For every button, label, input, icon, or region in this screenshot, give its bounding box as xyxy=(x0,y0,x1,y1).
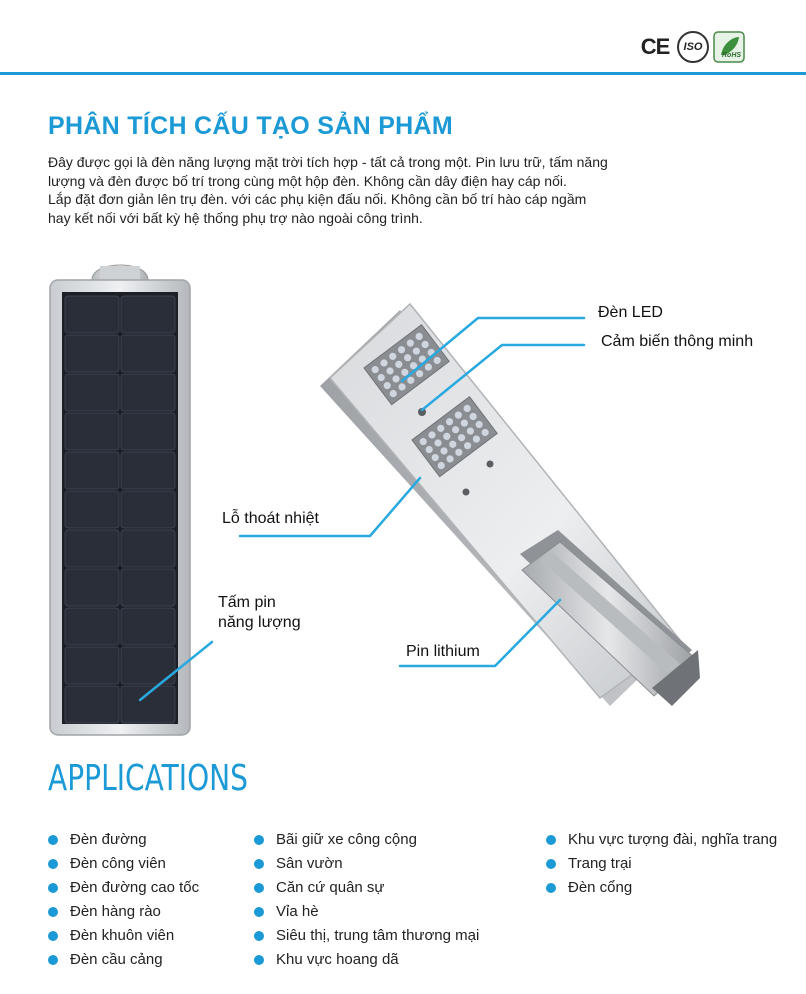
rohs-mark-icon: RoHS xyxy=(712,30,746,64)
applications-column-1 xyxy=(48,828,199,972)
callout-heat-vent: Lỗ thoát nhiệt xyxy=(222,510,319,527)
intro-paragraph-2: Lắp đặt đơn giản lên trụ đèn. với các phụ kiện đấu nối. Không cần bố trí hào cáp ngầm hay kết nối với bất kỳ hệ thống phụ trợ nào ngoài công trình. xyxy=(48,191,587,226)
applications-column-3 xyxy=(546,828,777,900)
solar-panel-illustration xyxy=(40,250,200,740)
application-item: Căn cứ quân sự xyxy=(254,876,479,900)
callout-solar-panel-line2: năng lượng xyxy=(218,614,301,631)
intro-paragraph-1: Đây được gọi là đèn năng lượng mặt trời tích hợp - tất cả trong một. Pin lưu trữ, tấm năng lượng và đèn được bố trí trong cùng một hộp đèn. Không cần dây điện hay cáp nối. xyxy=(48,154,608,189)
section-title: PHÂN TÍCH CẤU TẠO SẢN PHẨM xyxy=(48,112,454,140)
application-item: Vỉa hè xyxy=(254,900,479,924)
header-divider xyxy=(0,72,806,75)
application-item: Siêu thị, trung tâm thương mại xyxy=(254,924,479,948)
application-item: Đèn khuôn viên xyxy=(48,924,199,948)
lamp-housing-illustration xyxy=(300,298,700,718)
application-item: Sân vườn xyxy=(254,852,479,876)
application-item: Đèn cổng xyxy=(546,876,777,900)
application-item: Bãi giữ xe công cộng xyxy=(254,828,479,852)
callout-battery: Pin lithium xyxy=(406,643,480,660)
applications-title: APPLICATIONS xyxy=(48,758,249,799)
ce-mark-icon: CE xyxy=(640,34,670,59)
application-item: Trang trại xyxy=(546,852,777,876)
application-item: Đèn đường xyxy=(48,828,199,852)
callout-solar-panel-line1: Tấm pin xyxy=(218,594,276,611)
iso-mark-icon: ISO xyxy=(676,30,710,64)
application-item: Đèn đường cao tốc xyxy=(48,876,199,900)
callout-led: Đèn LED xyxy=(598,304,663,321)
intro-text xyxy=(48,153,608,227)
applications-column-2 xyxy=(254,828,479,972)
application-item: Khu vực tượng đài, nghĩa trang xyxy=(546,828,777,852)
application-item: Đèn công viên xyxy=(48,852,199,876)
callout-sensor: Cảm biến thông minh xyxy=(601,333,754,350)
application-item: Đèn hàng rào xyxy=(48,900,199,924)
callout-solar-panel xyxy=(218,593,301,633)
application-item: Khu vực hoang dã xyxy=(254,948,479,972)
application-item: Đèn cầu cảng xyxy=(48,948,199,972)
